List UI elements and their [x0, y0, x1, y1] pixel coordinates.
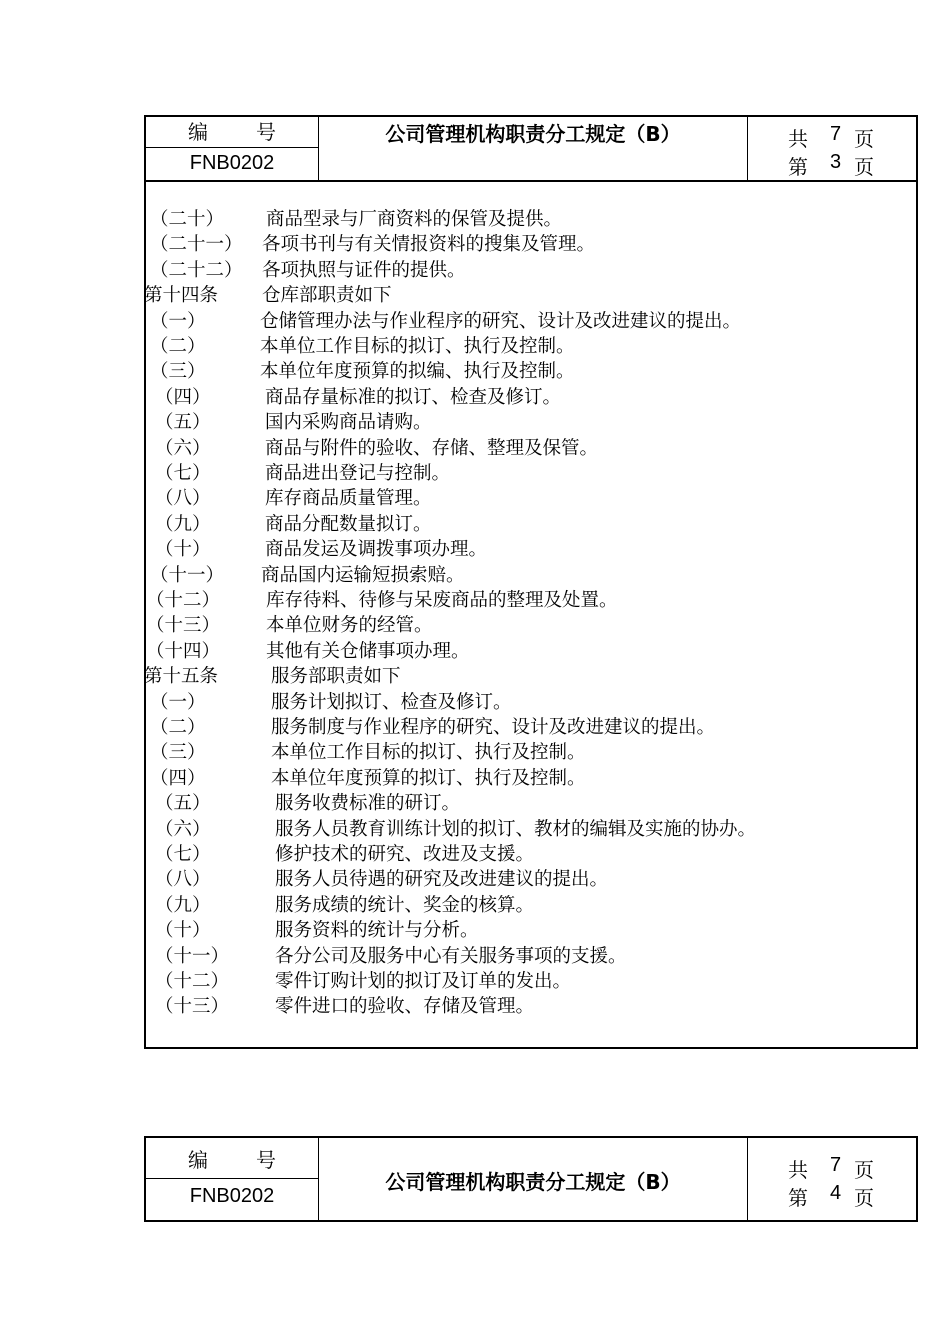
- doc-code: FNB0202: [189, 1185, 275, 1207]
- clause-number: （五）: [155, 793, 211, 815]
- clause-number: （七）: [155, 844, 211, 865]
- next-page-header: [144, 1136, 918, 1222]
- clause-number: （二）: [150, 336, 206, 357]
- clause-number: （三）: [150, 361, 206, 383]
- clause-number: （九）: [155, 513, 211, 535]
- clause-number: （一）: [150, 310, 206, 332]
- page-counter: [747, 117, 916, 180]
- clause-text: 修护技术的研究、改进及支援。: [275, 844, 535, 865]
- clause-text: 各分公司及服务中心有关服务事项的支援。: [275, 945, 627, 967]
- clause-text: 本单位财务的经管。: [266, 615, 433, 637]
- clause-number: （二）: [150, 717, 206, 738]
- clause-number: （二十一）: [150, 234, 243, 256]
- clause-number: （二十二）: [150, 259, 243, 281]
- clause-text: 其他有关仓储事项办理。: [266, 640, 470, 662]
- page-header: [144, 115, 918, 182]
- doc-number-cell: [146, 117, 319, 180]
- clause-text: 商品进出登记与控制。: [265, 463, 451, 484]
- clause-number: （八）: [155, 869, 211, 891]
- clause-text: 服务资料的统计与分析。: [275, 920, 479, 942]
- clause-text: 服务成绩的统计、奖金的核算。: [275, 894, 535, 916]
- clause-text: 各项书刊与有关情报资料的搜集及管理。: [262, 234, 596, 256]
- clause-number: （七）: [155, 463, 211, 484]
- doc-title: 公司管理机构职责分工规定（B）: [385, 1170, 681, 1194]
- clause-text: 服务人员待遇的研究及改进建议的提出。: [275, 869, 609, 891]
- clause-text: 国内采购商品请购。: [265, 412, 432, 434]
- clause-text: 零件订购计划的拟订及订单的发出。: [275, 971, 572, 992]
- clause-number: （四）: [150, 767, 206, 789]
- clause-number: （十）: [155, 920, 211, 942]
- clause-text: 商品国内运输短损索赔。: [261, 564, 465, 586]
- total-pages: 共 7 页: [788, 1154, 874, 1182]
- clause-number: （十四）: [146, 640, 221, 662]
- clause-text: 商品分配数量拟订。: [265, 513, 432, 535]
- clause-number: （十二）: [146, 590, 221, 611]
- clause-text: 本单位年度预算的拟编、执行及控制。: [260, 361, 575, 383]
- clause-text: 库存商品质量管理。: [265, 488, 432, 510]
- clause-number: （二十）: [150, 209, 225, 230]
- clause-number: 第十四条: [144, 285, 219, 307]
- clause-number: （三）: [150, 742, 206, 764]
- clause-text: 各项执照与证件的提供。: [262, 259, 466, 281]
- doc-number-label: 编 号: [146, 1138, 318, 1179]
- clause-text: 服务计划拟订、检查及修订。: [271, 691, 512, 713]
- doc-number-label: 编 号: [146, 117, 318, 148]
- clause-text: 服务制度与作业程序的研究、设计及改进建议的提出。: [271, 717, 716, 738]
- current-page: 第 4 页: [788, 1182, 874, 1210]
- clause-number: （一）: [150, 691, 206, 713]
- clause-text: 零件进口的验收、存储及管理。: [275, 996, 535, 1018]
- clause-text: 本单位年度预算的拟订、执行及控制。: [271, 767, 586, 789]
- clause-number: （十三）: [155, 996, 230, 1018]
- current-page: 第 3 页: [788, 151, 874, 179]
- clause-text: 服务人员教育训练计划的拟订、教材的编辑及实施的协办。: [275, 818, 757, 840]
- clause-number: （十二）: [155, 971, 230, 992]
- clause-number: 第十五条: [144, 666, 219, 688]
- clause-number: （八）: [155, 488, 211, 510]
- clause-text: 商品发运及调拨事项办理。: [265, 539, 488, 561]
- clause-number: （十一）: [155, 945, 230, 967]
- clause-text: 库存待料、待修与呆废商品的整理及处置。: [266, 590, 618, 611]
- clause-number: （九）: [155, 894, 211, 916]
- doc-number-cell: [146, 1138, 319, 1220]
- clause-text: 本单位工作目标的拟订、执行及控制。: [260, 336, 575, 357]
- clause-text: 商品型录与厂商资料的保管及提供。: [266, 209, 563, 230]
- clause-text: 服务部职责如下: [271, 666, 401, 688]
- clause-text: 仓储管理办法与作业程序的研究、设计及改进建议的提出。: [260, 310, 742, 332]
- clause-number: （六）: [155, 818, 211, 840]
- page-counter: [747, 1138, 916, 1220]
- clause-text: 商品存量标准的拟订、检查及修订。: [265, 386, 562, 408]
- doc-code: FNB0202: [189, 152, 275, 174]
- clause-number: （六）: [155, 437, 211, 459]
- clause-number: （十一）: [150, 564, 225, 586]
- total-pages: 共 7 页: [788, 123, 874, 151]
- clause-text: 仓库部职责如下: [262, 285, 392, 307]
- clause-number: （十三）: [146, 615, 221, 637]
- clause-text: 本单位工作目标的拟订、执行及控制。: [271, 742, 586, 764]
- clause-number: （十）: [155, 539, 211, 561]
- clause-number: （四）: [155, 386, 211, 408]
- clause-text: 服务收费标准的研订。: [275, 793, 461, 815]
- doc-title: 公司管理机构职责分工规定（B）: [385, 122, 681, 146]
- clause-number: （五）: [155, 412, 211, 434]
- clause-text: 商品与附件的验收、存储、整理及保管。: [265, 437, 599, 459]
